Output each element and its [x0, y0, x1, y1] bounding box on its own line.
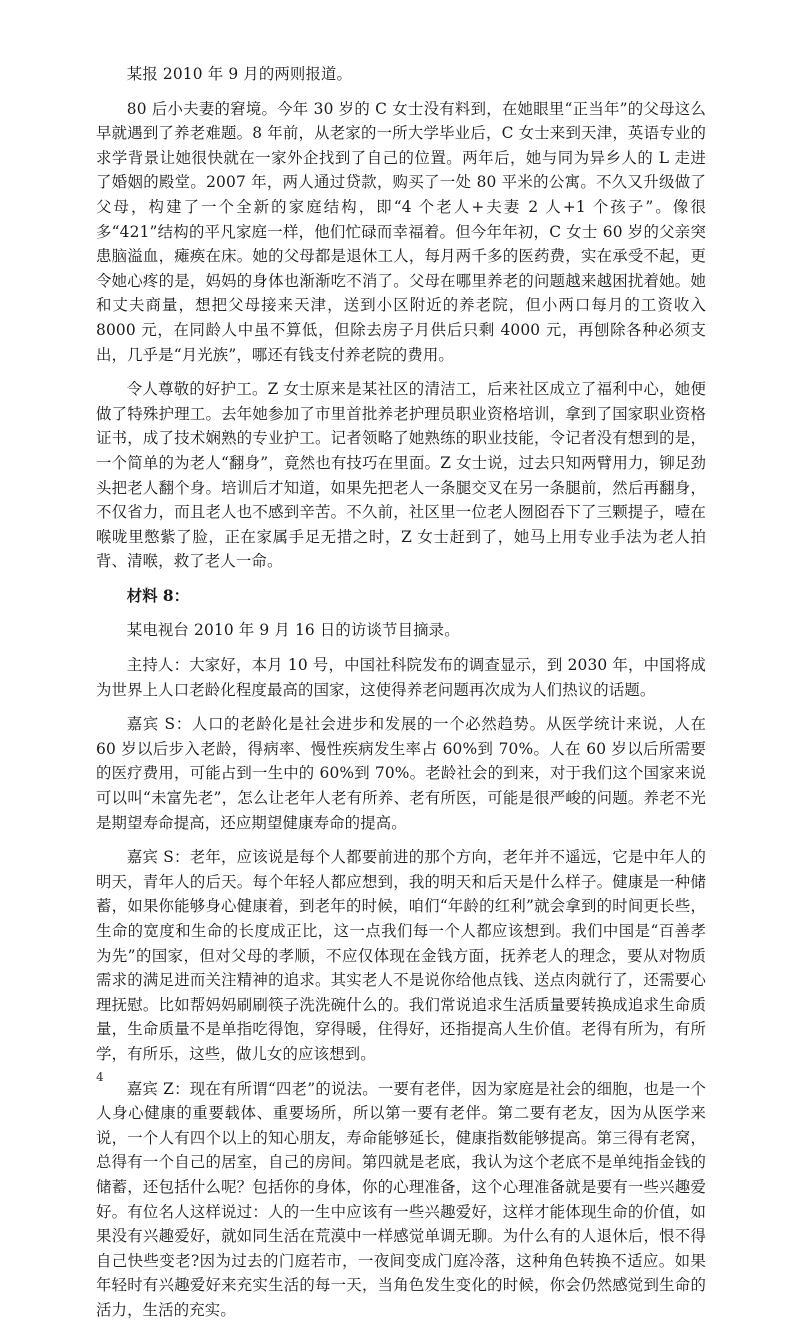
couple-dilemma-paragraph: 80 后小夫妻的窘境。今年 30 岁的 C 女士没有料到，在她眼里“正当年”的父母这么早就遇到了养老难题。8 年前，从老家的一所大学毕业后，C 女士来到天津，英语专业的求学背景让她很快就在一家外企找到了自己的位置。两年后，她与同为异乡人的 L 走进了婚姻的殿堂。2007 年，两人通过贷款，购买了一处 80 平米的公寓。不久又升级做了父母，构建了一个全新的家庭结构，即“4 个老人+夫妻 2 人+1 个孩子”。像很多“421”结构的平凡家庭一样，他们忙碌而幸福着。但今年年初，C 女士 60 岁的父亲突患脑溢血，瘫痪在床。她的父母都是退休工人，每月两千多的医药费，实在承受不起，更令她心疼的是，妈妈的身体也渐渐吃不消了。父母在哪里养老的问题越来越困扰着她。她和丈夫商量，想把父母接来天津，送到小区附近的养老院，但小两口每月的工资收入 8000 元，在同龄人中虽不算低，但除去房子月供后只剩 4000 元，再刨除各种必须支出，几乎是“月光族”，哪还有钱支付养老院的费用。 — [96, 99, 706, 364]
report-intro-paragraph: 某报 2010 年 9 月的两则报道。 — [126, 65, 353, 83]
interview-intro-paragraph: 某电视台 2010 年 9 月 16 日的访谈节目摘录。 — [126, 621, 460, 640]
guest-s-paragraph-2: 嘉宾 S：老年，应该说是每个人都要前进的那个方向，老年并不遥远，它是中年人的明天，青年人的后天。每个年轻人都应想到，我的明天和后天是什么样子。健康是一种储蓄，如果你能够身心健康着，到老年的时候，咱们“年龄的红利”就会拿到的时间更长些，生命的宽度和生命的长度成正比，这一点我们每一个人都应该想到。我们中国是“百善孝为先”的国家，但对父母的孝顺，不应仅体现在金钱方面，抚养老人的理念，要从对物质需求的满足进而关注精神的追求。其实老人不是说你给他点钱、送点肉就行了，还需要心理抚慰。比如帮妈妈刷刷筷子洗洗碗什么的。我们常说追求生活质量要转换成追求生命质量，生命质量不是单指吃得饱，穿得暖，住得好，还指提高人生价值。老得有所为，有所学，有所乐，这些，做儿女的应该想到。 — [96, 848, 706, 1063]
section-heading: 材料 8： — [126, 586, 190, 605]
caregiver-paragraph: 令人尊敬的好护工。Z 女士原来是某社区的清洁工，后来社区成立了福利中心，她便做了特殊护理工。去年她参加了市里首批养老护理员职业资格培训，拿到了国家职业资格证书，成了技术娴熟的专业护工。记者领略了她熟练的职业技能，令记者没有想到的是，一个简单的为老人“翻身”，竟然也有技巧在里面。Z 女士说，过去只知两臂用力，铆足劲头把老人翻个身。培训后才知道，如果先把老人一条腿交叉在另一条腿前，然后再翻身，不仅省力，而且老人也不感到辛苦。不久前，社区里一位老人囫囵吞下了三颗提子，噎在喉咙里憋紫了脸，正在家属手足无措之时，Z 女士赶到了，她马上用专业手法为老人拍背、清喉，救了老人一命。 — [96, 380, 706, 571]
guest-z-paragraph: 嘉宾 Z：现在有所谓“四老”的说法。一要有老伴，因为家庭是社会的细胞，也是一个人身心健康的重要载体、重要场所，所以第一要有老伴。第二要有老友，因为从医学来说，一个人有四个以上的知心朋友，寿命能够延长，健康指数能够提高。第三得有老窝，总得有一个自己的居室，自己的房间。第四就是老底，我认为这个老底不是单纯指金钱的储蓄，还包括什么呢？包括你的身体，你的心理准备，这个心理准备就是要有一些兴趣爱好。有位名人这样说过：人的一生中应该有一些兴趣爱好，这样才能体现生命的价值，如果没有兴趣爱好，就如同生活在荒漠中一样感觉单调无聊。为什么有的人退休后，恨不得自己快些变老?因为过去的门庭若市，一夜间变成门庭冷落，这种角色转换不适应。如果年轻时有兴趣爱好来充实生活的每一天，当角色发生变化的时候，你会仍然感觉到生命的活力，生活的充实。 — [96, 1079, 706, 1319]
page-number: 4 — [96, 1070, 104, 1084]
guest-s-paragraph-1: 嘉宾 S：人口的老龄化是社会进步和发展的一个必然趋势。从医学统计来说，人在 60 岁以后步入老龄，得病率、慢性疾病发生率占 60%到 70%。人在 60 岁以后所需要的医疗费用，可能占到一生中的 60%到 70%。老龄社会的到来，对于我们这个国家来说可以叫“未富先老”，怎么让老年人老有所养、老有所医，可能是很严峻的问题。养老不光是期望寿命提高，还应期望健康寿命的提高。 — [96, 715, 706, 832]
document-page — [96, 62, 706, 1333]
host-paragraph: 主持人：大家好，本月 10 号，中国社科院发布的调查显示，到 2030 年，中国将成为世界上人口老龄化程度最高的国家，这使得养老问题再次成为人们热议的话题。 — [96, 656, 706, 699]
